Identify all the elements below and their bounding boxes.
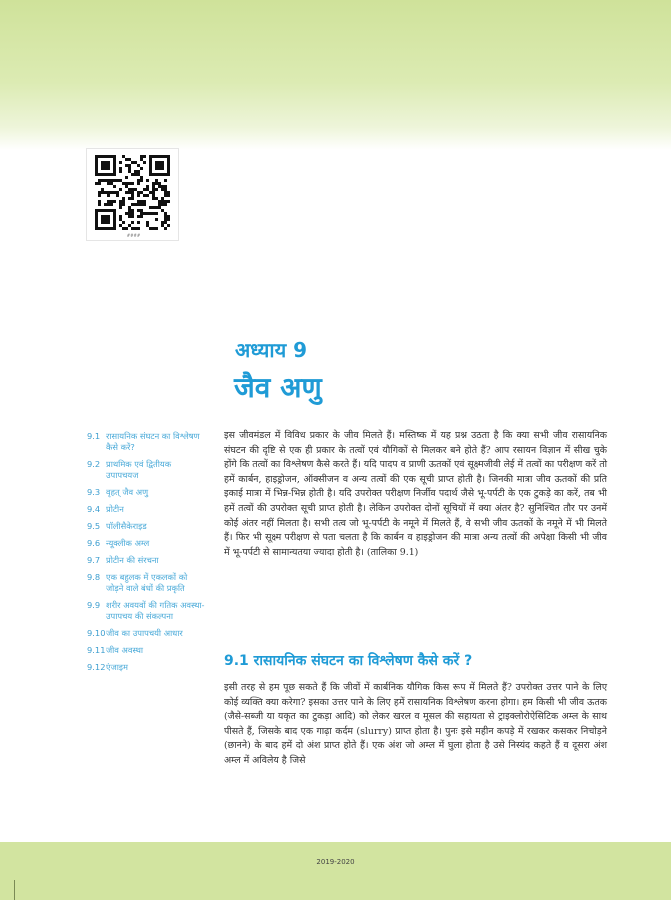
footer-year: 2019-2020 — [316, 858, 355, 866]
crop-mark — [14, 880, 15, 900]
toc-item-label: जीव का उपापचयी आधार — [106, 628, 183, 638]
toc-item-number: 9.10 — [87, 628, 106, 638]
qr-code-icon — [95, 155, 171, 231]
qr-caption: #### — [126, 233, 141, 238]
toc-item-label: जीव अवस्था — [106, 645, 144, 655]
toc-item[interactable] — [87, 645, 205, 656]
toc-item-number: 9.7 — [87, 555, 101, 565]
toc-item[interactable] — [87, 600, 205, 622]
toc-item-label: प्राथमिक एवं द्वितीयक उपापचयज — [106, 459, 172, 480]
chapter-number: अध्याय 9 — [235, 338, 308, 362]
toc-item-label: एक बहुलक में एकलकों को जोड़ने वाले बंधों की प्रकृति — [106, 572, 188, 593]
toc-item[interactable] — [87, 459, 205, 481]
toc-item-label: शरीर अवयवों की गतिक अवस्था- उपापचय की संकल्पना — [106, 600, 205, 621]
toc-item-number: 9.3 — [87, 487, 101, 497]
toc-item[interactable] — [87, 538, 205, 549]
toc-item[interactable] — [87, 628, 205, 639]
qr-code[interactable] — [86, 148, 179, 241]
toc-item-number: 9.2 — [87, 459, 101, 469]
header-gradient-band — [0, 0, 671, 150]
toc-item-number: 9.1 — [87, 431, 101, 441]
toc-item[interactable] — [87, 521, 205, 532]
toc-item-number: 9.6 — [87, 538, 101, 548]
toc-item-number: 9.5 — [87, 521, 101, 531]
toc-item-number: 9.12 — [87, 662, 106, 672]
toc-item[interactable] — [87, 662, 205, 673]
toc-item-label: रासायनिक संघटन का विश्लेषण कैसे करें? — [106, 431, 200, 452]
toc-item[interactable] — [87, 572, 205, 594]
toc-item-label: एंजाइम — [106, 662, 128, 672]
footer-band — [0, 842, 671, 900]
toc-item[interactable] — [87, 487, 205, 498]
toc-item-label: प्रोटीन — [106, 504, 124, 514]
toc-item-label: न्यूक्लीक अम्ल — [106, 538, 150, 548]
section-heading: 9.1 रासायनिक संघटन का विश्लेषण कैसे करें ? — [224, 653, 473, 669]
intro-paragraph: इस जीवमंडल में विविध प्रकार के जीव मिलते हैं। मस्तिष्क में यह प्रश्न उठता है कि क्या सभी जीव रासायनिक संघटन की दृष्टि से एक ही प्रकार के तत्वों एवं यौगिकों से मिलकर बने होते हैं? आप रसायन विज्ञान में सीख चुके होंगे कि तत्वों का विश्लेषण कैसे करते हैं। यदि पादप व प्राणी ऊतकों एवं सूक्ष्मजीवी लेई में तत्वों का परीक्षण करें तो हमें कार्बन, हाइड्रोजन, ऑक्सीजन व अन्य तत्वों की एक सूची प्राप्त होती है। जिनकी मात्रा जीव ऊतकों की प्रति इकाई मात्रा में भिन्न-भिन्न होती है। यदि उपरोक्त परीक्षण निर्जीव पदार्थ जैसे भू-पर्पटी के एक टुकड़े का करें, तब भी हमें तत्वों की उपरोक्त सूची प्राप्त होती है। लेकिन उपरोक्त दोनों सूचियों में क्या अंतर है? सुनिश्चित तौर पर उनमें कोई अंतर नहीं मिलता है। सभी तत्व जो भू-पर्पटी के नमूने में मिलते हैं, वे सभी जीव ऊतकों के नमूने में भी मिलते हैं। फिर भी सूक्ष्म परीक्षण से पता चलता है कि कार्बन व हाइड्रोजन की मात्रा अन्य तत्वों की अपेक्षा किसी भी जीव में भू-पर्पटी से सामान्यतया ज्यादा होती है। (तालिका 9.1) — [224, 430, 608, 558]
section-paragraph: इसी तरह से हम पूछ सकते हैं कि जीवों में कार्बनिक यौगिक किस रूप में मिलते हैं? उपरोक्त उत्तर पाने के लिए कोई व्यक्ति क्या करेगा? इसका उत्तर पाने के लिए हमें रासायनिक विश्लेषण करना होगा। हम किसी भी जीव ऊतक (जैसे-सब्जी या यकृत का टुकड़ा आदि) को लेकर खरल व मूसल की सहायता से ट्राइक्लोरोऐसिटिक अम्ल के साथ पीसते हैं, जिसके बाद एक गाढ़ा कर्दम (slurry) प्राप्त होता है। पुनः इसे महीन कपड़े में रखकर कसकर निचोड़ने (छानने) के बाद हमें दो अंश प्राप्त होते हैं। एक अंश जो अम्ल में घुला होता है उसे निस्यंद कहते हैं व दूसरा अंश अम्ल में अविलेय है जिसे — [224, 682, 607, 766]
toc-item-label: प्रोटीन की संरचना — [106, 555, 159, 565]
chapter-title: जैव अणु — [234, 371, 322, 404]
toc-item[interactable] — [87, 555, 205, 566]
toc-item-number: 9.8 — [87, 572, 101, 582]
toc-item-number: 9.11 — [87, 645, 106, 655]
table-of-contents — [87, 431, 205, 679]
toc-item-label: पॉलीसैकेराइड — [106, 521, 147, 531]
toc-item-label: वृहत् जैव अणु — [106, 487, 149, 497]
toc-item-number: 9.4 — [87, 504, 101, 514]
toc-item[interactable] — [87, 431, 205, 453]
toc-item-number: 9.9 — [87, 600, 101, 610]
toc-item[interactable] — [87, 504, 205, 515]
